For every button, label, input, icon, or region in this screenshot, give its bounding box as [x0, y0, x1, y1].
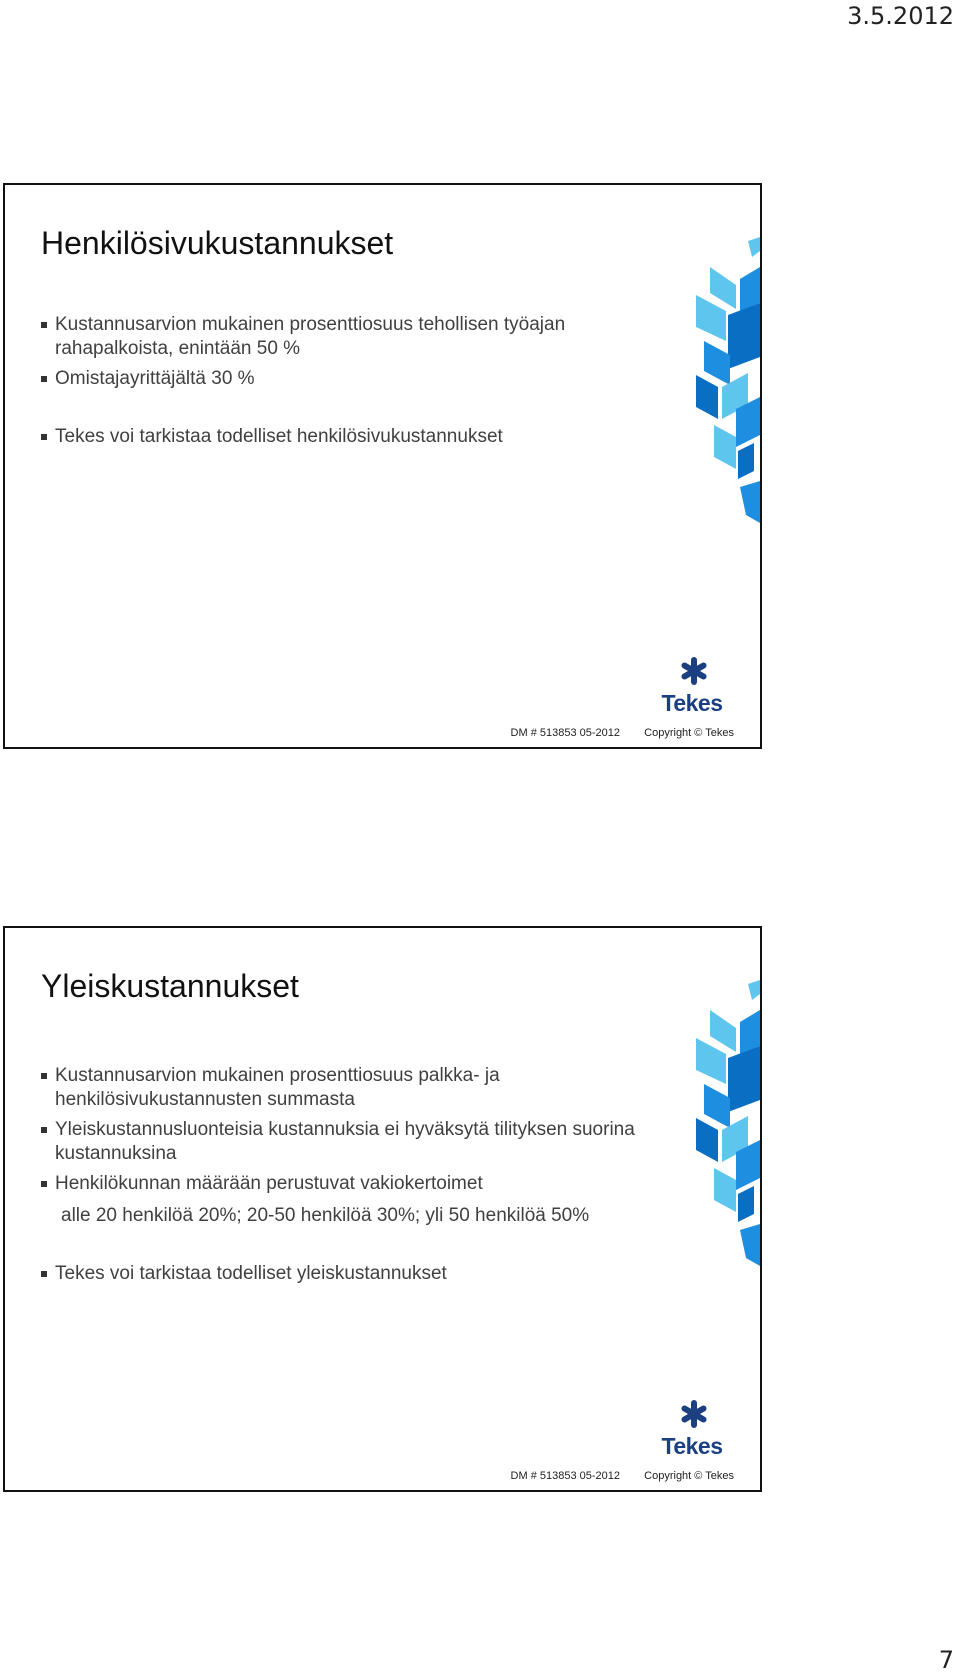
bullet-item: Kustannusarvion mukainen prosenttiosuus palkka- ja henkilösivukustannusten summasta	[41, 1064, 661, 1112]
footer-document-number: DM # 513853 05-2012	[510, 1470, 620, 1482]
bullet-subitem: alle 20 henkilöä 20%; 20-50 henkilöä 30%; yli 50 henkilöä 50%	[61, 1205, 590, 1226]
slide-henkilosivukustannukset	[3, 183, 762, 749]
bullet-list	[41, 313, 661, 449]
slide-title: Henkilösivukustannukset	[41, 225, 394, 261]
bullet-item: Henkilökunnan määrään perustuvat vakiokertoimet	[41, 1172, 661, 1196]
slide-yleiskustannukset	[3, 926, 762, 1492]
tekes-logo	[652, 1404, 732, 1460]
tekes-logo-text: Tekes	[661, 690, 723, 716]
blue-mosaic-decoration	[696, 980, 760, 1270]
page-number: 7	[938, 1646, 954, 1674]
bullet-item: Tekes voi tarkistaa todelliset henkilösivukustannukset	[41, 425, 661, 449]
tekes-logo-text: Tekes	[661, 1433, 723, 1459]
blue-mosaic-decoration	[696, 237, 760, 527]
footer-document-number: DM # 513853 05-2012	[510, 727, 620, 739]
bullet-item: Omistajayrittäjältä 30 %	[41, 367, 661, 391]
footer-copyright: Copyright © Tekes	[644, 1470, 734, 1482]
page-date: 3.5.2012	[847, 2, 954, 30]
tekes-logo	[652, 661, 732, 717]
slide-title: Yleiskustannukset	[41, 968, 299, 1004]
footer-copyright: Copyright © Tekes	[644, 727, 734, 739]
bullet-list	[41, 1064, 661, 1286]
bullet-item: Yleiskustannusluonteisia kustannuksia ei hyväksytä tilityksen suorina kustannuksina	[41, 1118, 661, 1166]
bullet-item: Tekes voi tarkistaa todelliset yleiskustannukset	[41, 1262, 661, 1286]
bullet-item: Kustannusarvion mukainen prosenttiosuus tehollisen työajan rahapalkoista, enintään 50 %	[41, 313, 661, 361]
